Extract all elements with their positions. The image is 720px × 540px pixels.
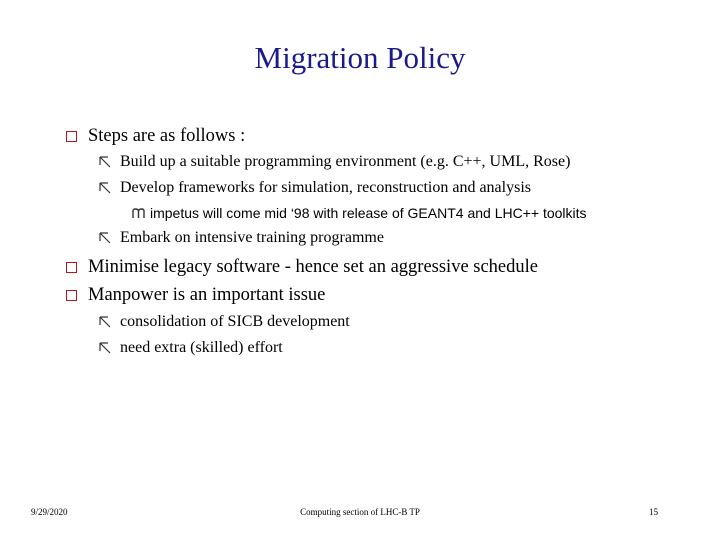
square-bullet-icon (66, 131, 77, 142)
square-bullet-icon (66, 262, 77, 273)
bullet-item-level2 (99, 177, 531, 199)
bullet-item-level1 (66, 283, 325, 307)
bullet-text: Develop frameworks for simulation, reconstruction and analysis (120, 179, 531, 196)
z-arrow-bullet-icon (99, 156, 111, 168)
m-bullet-icon (132, 208, 145, 219)
z-arrow-bullet-icon (99, 182, 111, 194)
bullet-item-level2 (99, 151, 570, 173)
bullet-item-level2 (99, 337, 283, 359)
bullet-item-level3 (132, 203, 587, 223)
footer-date: 9/29/2020 (31, 507, 68, 517)
bullet-item-level2 (99, 227, 384, 249)
bullet-item-level2 (99, 311, 350, 333)
z-arrow-bullet-icon (99, 342, 111, 354)
bullet-text: need extra (skilled) effort (120, 339, 283, 356)
bullet-item-level1 (66, 255, 538, 279)
bullet-text: Minimise legacy software - hence set an aggressive schedule (88, 256, 538, 277)
z-arrow-bullet-icon (99, 232, 111, 244)
footer-center-text: Computing section of LHC-B TP (300, 507, 420, 517)
slide-title: Migration Policy (254, 40, 466, 75)
bullet-text: Embark on intensive training programme (120, 229, 384, 246)
bullet-text: consolidation of SICB development (120, 313, 350, 330)
bullet-text: Steps are as follows : (88, 125, 246, 146)
page-number: 15 (649, 507, 658, 517)
square-bullet-icon (66, 290, 77, 301)
bullet-text: Build up a suitable programming environment (e.g. C++, UML, Rose) (120, 153, 571, 170)
bullet-text: impetus will come mid ‘98 with release of GEANT4 and LHC++ toolkits (150, 205, 587, 221)
bullet-text: Manpower is an important issue (88, 284, 326, 305)
z-arrow-bullet-icon (99, 316, 111, 328)
bullet-item-level1 (66, 124, 245, 148)
